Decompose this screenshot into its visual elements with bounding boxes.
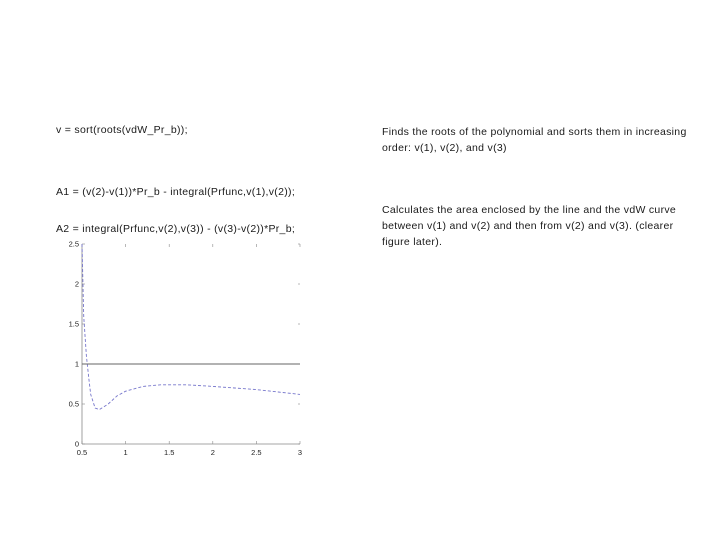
note-roots-explanation: Finds the roots of the polynomial and sorts them in increasing order: v(1), v(2), and v(3) [382,126,687,154]
y-tick-label: 1 [74,359,79,369]
y-tick-label: 1.5 [68,319,79,329]
code-line-area-a2: A2 = integral(Prfunc,v(2),v(3)) - (v(3)-v(2))*Pr_b; [56,223,296,235]
code-line-sort-roots: v = sort(roots(vdW_Pr_b)); [56,124,188,136]
note-area-explanation: Calculates the area enclosed by the line and the vdW curve between v(1) and v(2) and then from v(2) and v(3). (clearer figure later). [382,204,677,248]
x-tick-label: 0.5 [76,448,88,457]
y-tick-label: 0.5 [68,399,79,409]
y-tick-label: 2 [74,279,79,289]
vdw-plot [60,236,310,458]
vdw-curve-line [82,244,300,410]
code-line-area-a1: A1 = (v(2)-v(1))*Pr_b - integral(Prfunc,v(1),v(2)); [56,186,296,198]
y-tick-label: 0 [74,439,79,449]
x-tick-label: 2 [210,448,215,457]
y-tick-label: 2.5 [68,239,79,249]
x-tick-label: 1.5 [163,448,175,457]
x-tick-label: 1 [123,448,128,457]
x-tick-label: 3 [297,448,303,457]
x-tick-label: 2.5 [251,448,262,457]
